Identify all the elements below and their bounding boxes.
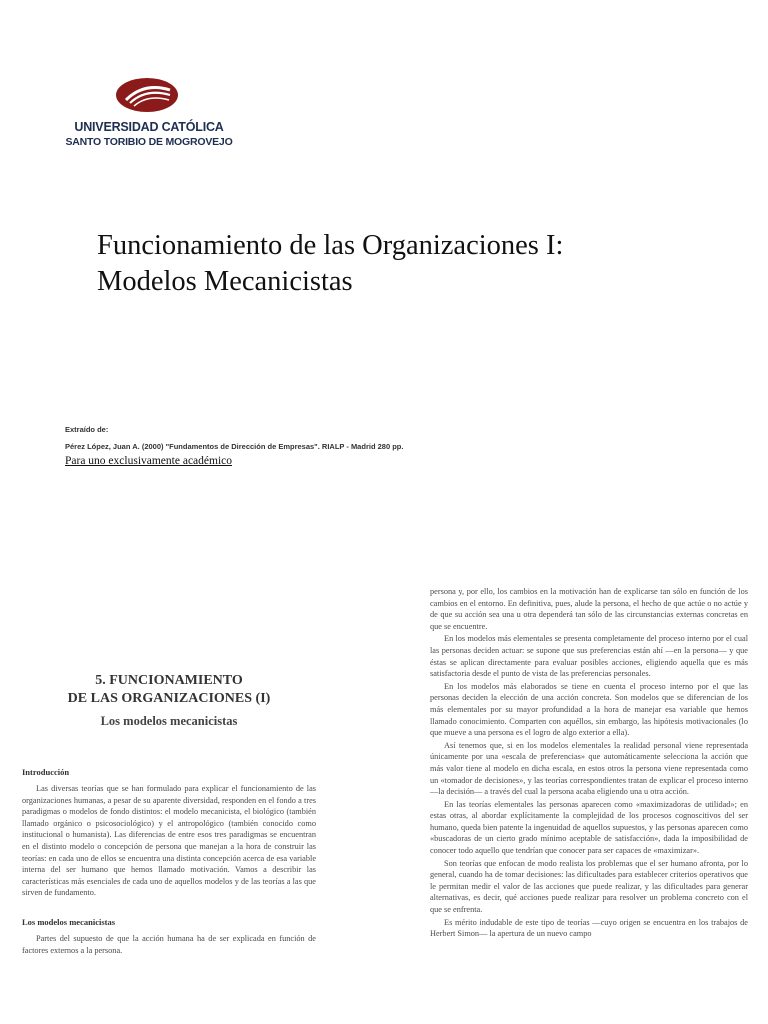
right-paragraph: Son teorías que enfocan de modo realista los problemas que el ser humano afronta, por lo general, cuando ha de tomar decisiones: las dificultades para establecer criterios operativos que le permitan medir el valor de las acciones que puede realizar, y las dificultades para generar alternativas, es decir, qué acciones puede realizar para resolver un problema concreto con el que se enfrenta. — [430, 858, 748, 915]
right-paragraph: En las teorías elementales las personas aparecen como «maximizadoras de utilidad»; en estas otras, al abordar explícitamente la complejidad de los procesos cognoscitivos del ser humano, queda bien patente la ingenuidad de aquellos supuestos, y las personas aparecen como «buscadoras de un cierto grado mínimo aceptable de satisfacción», dada la imposibilidad de conocer todo aquello que tendrían que conocer para ser capaces de «maximizar». — [430, 799, 748, 856]
chapter-heading-line-1: 5. FUNCIONAMIENTO — [95, 673, 243, 688]
source-citation — [65, 425, 705, 469]
right-paragraph: En los modelos más elementales se presenta completamente del proceso interno por el cual las personas deciden actuar: se supone que sus preferencias están ahí —en la persona— y que éstas se aplican directamente para evaluar posibles acciones, eligiendo aquella que es más satisfactoria desde el punto de vista de las preferencias personales. — [430, 634, 748, 679]
mechanistic-paragraph: Partes del supuesto de que la acción humana ha de ser explicada en función de factores externos a la persona. — [22, 933, 316, 955]
university-logo — [64, 76, 234, 152]
section-heading-mechanistic: Los modelos mecanicistas — [22, 916, 116, 927]
scanned-page-left-column — [22, 672, 316, 956]
logo-university-name: UNIVERSIDAD CATÓLICA — [74, 120, 224, 134]
chapter-subtitle: Los modelos mecanicistas — [100, 714, 238, 728]
title-line-1: Funcionamiento de las Organizaciones I: — [97, 230, 564, 261]
source-reference: Pérez López, Juan A. (2000) "Fundamentos de Dirección de Empresas". RIALP - Madrid 280 pp. — [65, 442, 404, 451]
scanned-page-right-column — [430, 586, 748, 941]
section-heading-intro: Introducción — [22, 767, 70, 777]
title-line-2: Modelos Mecanicistas — [97, 266, 353, 297]
intro-paragraph: Las diversas teorías que se han formulado para explicar el funcionamiento de las organizaciones humanas, a pesar de su aparente diversidad, responden en el fondo a tres paradigmas o modelos de fondo distintos: el modelo mecanicista, el biológico (también llamado orgánico o psicosociológico) y el antropológico (también conocido como institucional o humanista). Las diferencias de entre esos tres paradigmas se encuentran en el distinto modelo o concepción de persona que manejan a la hora de construir las teorías: en cada uno de ellos se encuentra una distinta concepción acerca de esa variable interna del ser humano que hemos llamado motivación. Vamos a describir las características más esenciales de cada uno de aquellos modelos y de las teorías a las que sirven de fundamento. — [22, 784, 316, 898]
logo-university-subname: SANTO TORIBIO DE MOGROVEJO — [65, 136, 233, 148]
chapter-heading — [22, 672, 316, 708]
right-paragraph: persona y, por ello, los cambios en la motivación han de explicarse tan sólo en función de los cambios en el entorno. En definitiva, pues, alude la persona, el hecho de que actúe o no actúe y de que su acción sea una u otra dependerá tan sólo de las circunstancias externas concretas en que se encuentre. — [430, 587, 748, 631]
source-label: Extraído de: — [65, 425, 109, 434]
university-emblem-icon — [114, 76, 180, 114]
right-paragraph: Así tenemos que, si en los modelos elementales la realidad personal viene representada únicamente por una «escala de preferencias» que automáticamente selecciona la acción que más valor tiene al modelo en dicha escala, en estos otros la persona viene representada como un «tomador de decisiones», y las teorías correspondientes tratan de explicar el proceso interno —la decisión— a través del cual la persona acaba eligiendo una u otra acción. — [430, 740, 748, 797]
academic-use-note: Para uno exclusivamente académico — [65, 455, 232, 467]
chapter-heading-line-2: DE LAS ORGANIZACIONES (I) — [67, 691, 271, 706]
right-paragraph: En los modelos más elaborados se tiene en cuenta el proceso interno por el que las personas deciden la elección de una acción concreta. Son modelos que se diferencian de los más elementales por su mayor profundidad a la hora de manejar esa variable que hemos llamado conocimiento. Comparten con aquéllos, sin embargo, las hipótesis motivacionales (lo que mueve a una persona es el logro de algo exterior a ella). — [430, 681, 748, 738]
right-paragraph: Es mérito indudable de este tipo de teorías —cuyo origen se encuentra en los trabajos de Herbert Simon— la apertura de un nuevo campo — [430, 917, 748, 939]
document-title — [97, 228, 697, 300]
